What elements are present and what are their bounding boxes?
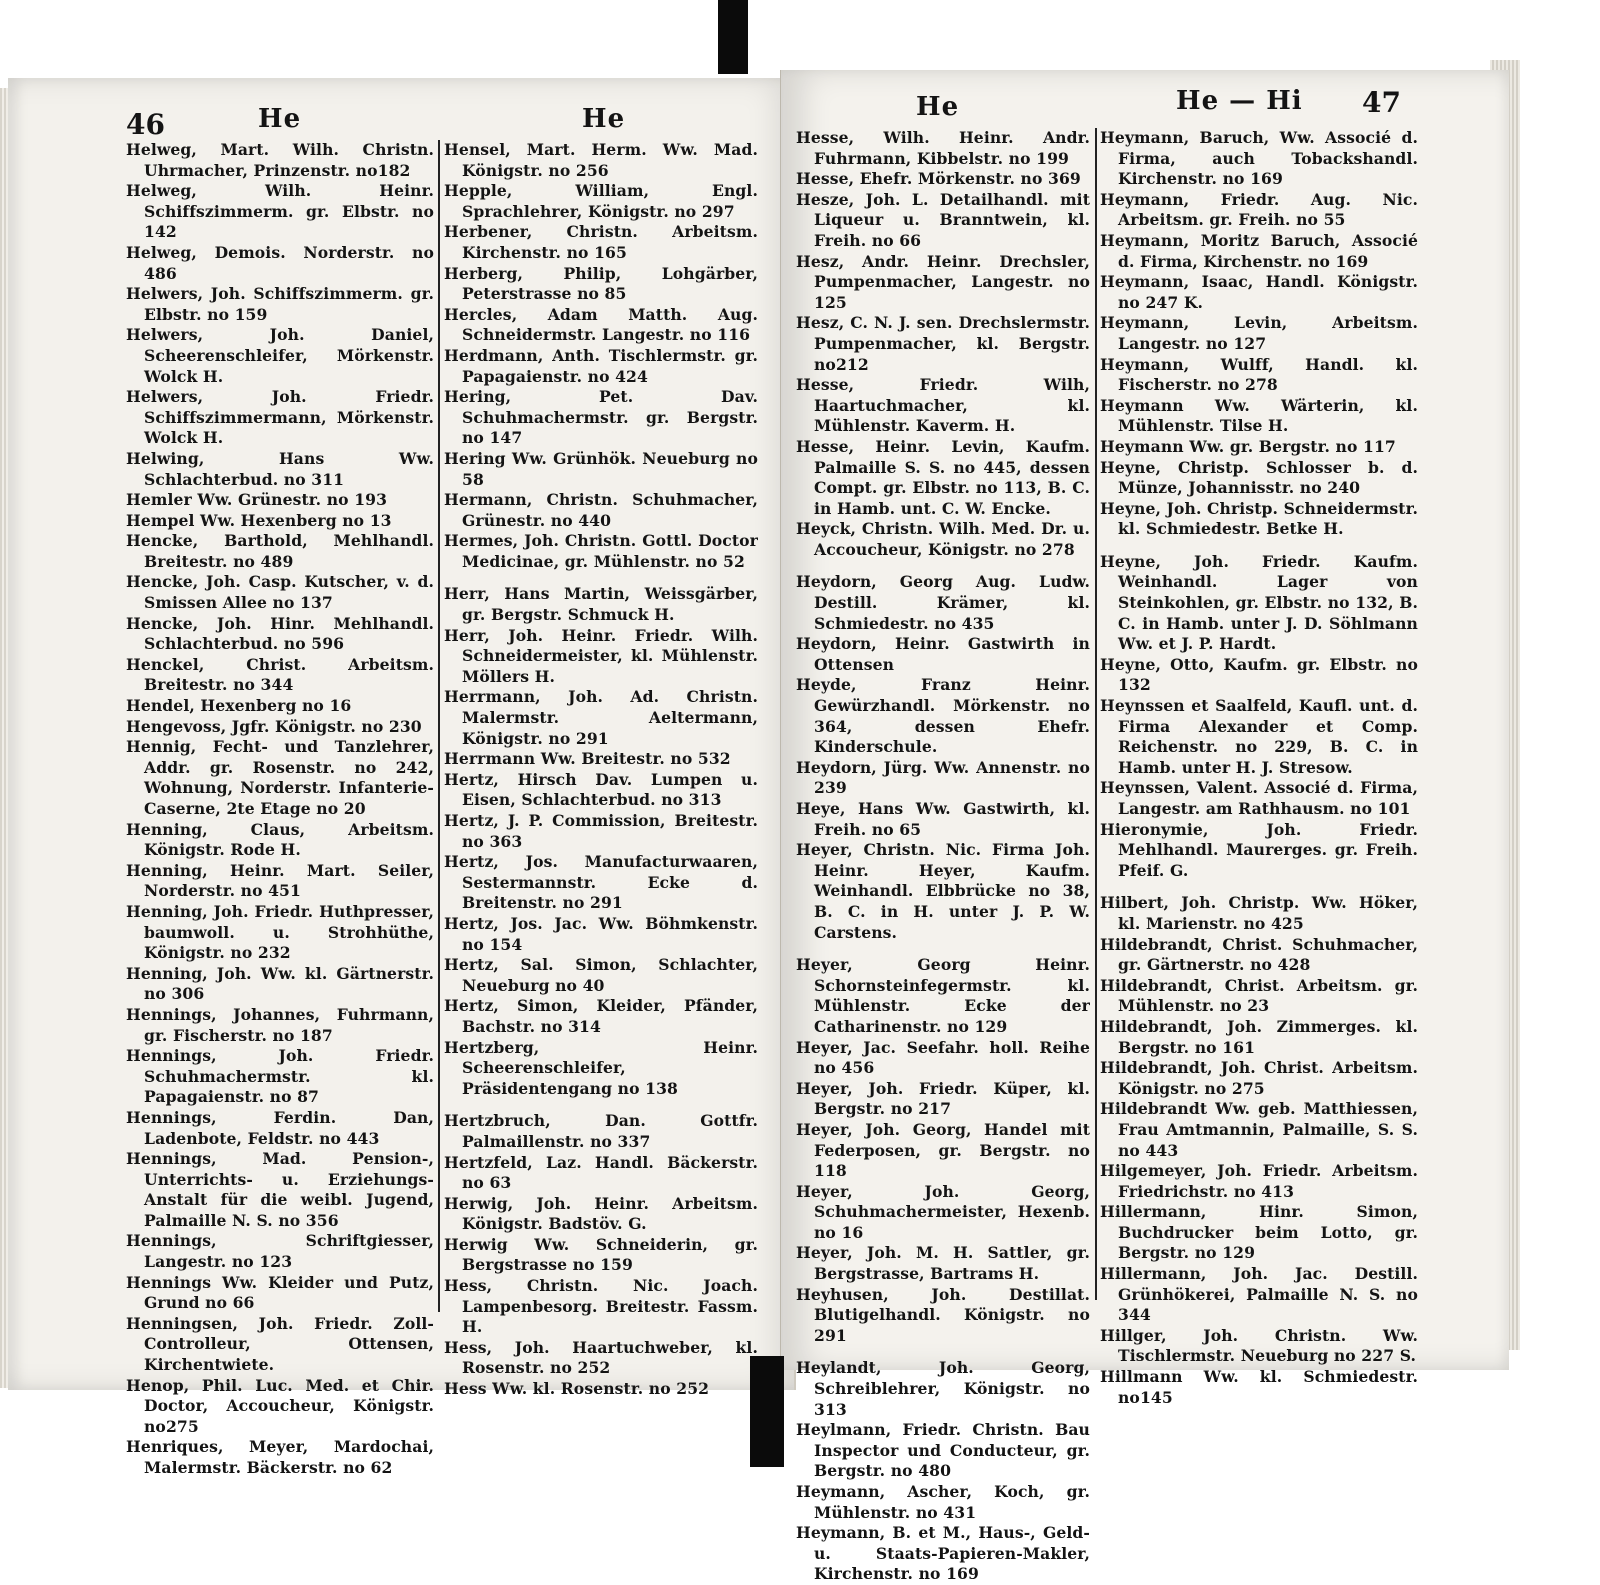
directory-entry: Henop, Phil. Luc. Med. et Chir. Doctor, Accoucheur, Königstr. no275 bbox=[126, 1375, 434, 1436]
directory-entry: Herrmann, Joh. Ad. Christn. Malermstr. Aeltermann, Königstr. no 291 bbox=[444, 687, 758, 748]
directory-entry: Hencke, Barthold, Mehlhandl. Breitestr. no 489 bbox=[126, 531, 434, 571]
directory-entry: Hertzfeld, Laz. Handl. Bäckerstr. no 63 bbox=[444, 1152, 758, 1193]
directory-entry: Herberg, Philip, Lohgärber, Peterstrasse no 85 bbox=[444, 263, 758, 304]
directory-entry: Henriques, Meyer, Mardochai, Malermstr. Bäckerstr. no 62 bbox=[126, 1437, 434, 1477]
directory-entry: Heymann, Moritz Baruch, Associé d. Firma, Kirchenstr. no 169 bbox=[1100, 230, 1418, 271]
directory-entry: Heyde, Franz Heinr. Gewürzhandl. Mörkenstr. no 364, dessen Ehefr. Kinderschule. bbox=[796, 675, 1090, 757]
directory-entry: Hess Ww. kl. Rosenstr. no 252 bbox=[444, 1379, 710, 1399]
directory-entry: Herrmann Ww. Breitestr. no 532 bbox=[444, 749, 731, 769]
directory-entry: Heyne, Christp. Schlosser b. d. Münze, Johannisstr. no 240 bbox=[1100, 457, 1418, 498]
directory-entry: Heyer, Georg Heinr. Schornsteinfegermstr. kl. Mühlenstr. Ecke der Catharinenstr. no 129 bbox=[796, 955, 1090, 1036]
directory-entry: Hertz, Jos. Manufacturwaaren, Sestermannstr. Ecke d. Breitenstr. no 291 bbox=[444, 852, 758, 913]
directory-entry: Heynssen, Valent. Associé d. Firma, Langestr. am Rathhausm. no 101 bbox=[1100, 778, 1418, 818]
directory-entry: Heyne, Otto, Kaufm. gr. Elbstr. no 132 bbox=[1100, 654, 1418, 695]
directory-entry: Hennings, Mad. Pension-, Unterrichts- u. Erziehungs-Anstalt für die weibl. Jugend, Palmaille N. S. no 356 bbox=[126, 1149, 434, 1230]
directory-entry: Heymann, Friedr. Aug. Nic. Arbeitsm. gr. Freih. no 55 bbox=[1100, 189, 1418, 230]
directory-entry: Hesse, Friedr. Wilh, Haartuchmacher, kl. Mühlenstr. Kaverm. H. bbox=[796, 375, 1090, 436]
directory-entry: Heyne, Joh. Christp. Schneidermstr. kl. Schmiedestr. Betke H. bbox=[1100, 498, 1418, 539]
directory-entry: Heyer, Christn. Nic. Firma Joh. Heinr. Heyer, Kaufm. Weinhandl. Elbbrücke no 38, B. C. in H. unter J. P. W. Carstens. bbox=[796, 840, 1090, 942]
directory-entry: Heymann, Baruch, Ww. Associé d. Firma, auch Tobackshandl. Kirchenstr. no 169 bbox=[1100, 128, 1418, 189]
right-running-head-2: He — Hi bbox=[1176, 86, 1303, 116]
directory-entry: Helweg, Mart. Wilh. Christn. Uhrmacher, Prinzenstr. no182 bbox=[126, 140, 434, 180]
directory-entry: Hillmann Ww. kl. Schmiedestr. no145 bbox=[1100, 1367, 1418, 1407]
directory-entry: Henning, Heinr. Mart. Seiler, Norderstr. no 451 bbox=[126, 860, 434, 901]
right-column-rule bbox=[1095, 128, 1097, 1300]
directory-entry: Heyer, Jac. Seefahr. holl. Reihe no 456 bbox=[796, 1037, 1090, 1078]
directory-entry: Hencke, Joh. Casp. Kutscher, v. d. Smissen Allee no 137 bbox=[126, 572, 434, 613]
directory-entry: Heymann Ww. gr. Bergstr. no 117 bbox=[1100, 436, 1396, 456]
directory-entry: Herdmann, Anth. Tischlermstr. gr. Papagaienstr. no 424 bbox=[444, 345, 758, 386]
right-page-number: 47 bbox=[1362, 86, 1401, 119]
directory-entry: Hempel Ww. Hexenberg no 13 bbox=[126, 510, 392, 530]
directory-entry: Hildebrandt Ww. geb. Matthiessen, Frau Amtmannin, Palmaille, S. S. no 443 bbox=[1100, 1099, 1418, 1160]
directory-entry: Heyhusen, Joh. Destillat. Blutigelhandl. Königstr. no 291 bbox=[796, 1284, 1090, 1345]
directory-entry: Helweg, Demois. Norderstr. no 486 bbox=[126, 242, 434, 283]
directory-entry: Hennings Ww. Kleider und Putz, Grund no 66 bbox=[126, 1272, 434, 1313]
directory-entry: Hilgemeyer, Joh. Friedr. Arbeitsm. Friedrichstr. no 413 bbox=[1100, 1161, 1418, 1201]
directory-entry: Heymann, Levin, Arbeitsm. Langestr. no 127 bbox=[1100, 313, 1418, 353]
directory-entry: Heylmann, Friedr. Christn. Bau Inspector und Conducteur, gr. Bergstr. no 480 bbox=[796, 1420, 1090, 1481]
directory-entry: Hillger, Joh. Christn. Ww. Tischlermstr. Neueburg no 227 S. bbox=[1100, 1325, 1418, 1366]
directory-entry: Hess, Joh. Haartuchweber, kl. Rosenstr. no 252 bbox=[444, 1337, 758, 1378]
directory-entry: Heye, Hans Ww. Gastwirth, kl. Freih. no 65 bbox=[796, 799, 1090, 839]
right-page-column-2 bbox=[1100, 128, 1418, 1408]
directory-entry: Hemler Ww. Grünestr. no 193 bbox=[126, 490, 388, 510]
directory-entry: Hertz, J. P. Commission, Breitestr. no 363 bbox=[444, 811, 758, 851]
directory-entry: Herbener, Christn. Arbeitsm. Kirchenstr. no 165 bbox=[444, 222, 758, 262]
directory-entry: Hildebrandt, Joh. Christ. Arbeitsm. Königstr. no 275 bbox=[1100, 1058, 1418, 1098]
directory-entry: Heymann, Isaac, Handl. Königstr. no 247 K. bbox=[1100, 272, 1418, 312]
directory-entry: Hillermann, Joh. Jac. Destill. Grünhökerei, Palmaille N. S. no 344 bbox=[1100, 1264, 1418, 1325]
left-page-column-2 bbox=[444, 140, 758, 1400]
directory-entry: Hildebrandt, Christ. Schuhmacher, gr. Gärtnerstr. no 428 bbox=[1100, 934, 1418, 975]
directory-entry: Henningsen, Joh. Friedr. Zoll-Controlleur, Ottensen, Kirchentwiete. bbox=[126, 1313, 434, 1375]
directory-entry: Hertz, Hirsch Dav. Lumpen u. Eisen, Schlachterbud. no 313 bbox=[444, 769, 758, 810]
directory-entry: Heyer, Joh. M. H. Sattler, gr. Bergstrasse, Bartrams H. bbox=[796, 1243, 1090, 1284]
directory-entry: Hesz, C. N. J. sen. Drechslermstr. Pumpenmacher, kl. Bergstr. no212 bbox=[796, 313, 1090, 374]
directory-entry: Hesz, Andr. Heinr. Drechsler, Pumpenmacher, Langestr. no 125 bbox=[796, 251, 1090, 312]
directory-entry: Hennings, Joh. Friedr. Schuhmachermstr. kl. Papagaienstr. no 87 bbox=[126, 1046, 434, 1107]
directory-entry: Hieronymie, Joh. Friedr. Mehlhandl. Maurerges. gr. Freih. Pfeif. G. bbox=[1100, 819, 1418, 880]
right-page-column-1 bbox=[796, 128, 1090, 1585]
directory-entry: Hildebrandt, Christ. Arbeitsm. gr. Mühlenstr. no 23 bbox=[1100, 975, 1418, 1016]
directory-entry: Hesse, Wilh. Heinr. Andr. Fuhrmann, Kibbelstr. no 199 bbox=[796, 128, 1090, 168]
directory-entry: Heynssen et Saalfeld, Kaufl. unt. d. Firma Alexander et Comp. Reichenstr. no 229, B. C. in Hamb. unter H. J. Stresow. bbox=[1100, 696, 1418, 777]
directory-entry: Hermes, Joh. Christn. Gottl. Doctor Medicinae, gr. Mühlenstr. no 52 bbox=[444, 531, 758, 571]
directory-entry: Hennings, Schriftgiesser, Langestr. no 123 bbox=[126, 1231, 434, 1272]
directory-entry: Hercles, Adam Matth. Aug. Schneidermstr. Langestr. no 116 bbox=[444, 304, 758, 345]
directory-entry: Henckel, Christ. Arbeitsm. Breitestr. no 344 bbox=[126, 654, 434, 695]
directory-entry: Hesse, Heinr. Levin, Kaufm. Palmaille S. S. no 445, dessen Compt. gr. Elbstr. no 113, B. C. in Hamb. unt. C. W. Encke. bbox=[796, 436, 1090, 518]
directory-entry: Heydorn, Heinr. Gastwirth in Ottensen bbox=[796, 634, 1090, 674]
directory-entry: Heylandt, Joh. Georg, Schreiblehrer, Königstr. no 313 bbox=[796, 1358, 1090, 1419]
binding-clip-top bbox=[718, 0, 748, 74]
directory-entry: Hertzberg, Heinr. Scheerenschleifer, Präsidentengang no 138 bbox=[444, 1037, 758, 1098]
directory-entry: Heyer, Joh. Georg, Handel mit Federposen, gr. Bergstr. no 118 bbox=[796, 1119, 1090, 1181]
directory-entry: Helwers, Joh. Schiffszimmerm. gr. Elbstr. no 159 bbox=[126, 284, 434, 324]
directory-entry: Hesse, Ehefr. Mörkenstr. no 369 bbox=[796, 169, 1081, 189]
directory-entry: Helwing, Hans Ww. Schlachterbud. no 311 bbox=[126, 448, 434, 489]
directory-entry: Heyne, Joh. Friedr. Kaufm. Weinhandl. Lager von Steinkohlen, gr. Elbstr. no 132, B. C. in Hamb. unter J. D. Söhlmann Ww. et J. P. Hardt. bbox=[1100, 551, 1418, 654]
directory-entry: Hertz, Jos. Jac. Ww. Böhmkenstr. no 154 bbox=[444, 913, 758, 954]
directory-entry: Hermann, Christn. Schuhmacher, Grünestr. no 440 bbox=[444, 490, 758, 530]
directory-entry: Herr, Joh. Heinr. Friedr. Wilh. Schneidermeister, kl. Mühlenstr. Möllers H. bbox=[444, 625, 758, 686]
left-page-column-1 bbox=[126, 140, 434, 1479]
directory-entry: Hennig, Fecht- und Tanzlehrer, Addr. gr. Rosenstr. no 242, Wohnung, Norderstr. Infanterie-Caserne, 2te Etage no 20 bbox=[126, 737, 434, 818]
directory-entry: Hengevoss, Jgfr. Königstr. no 230 bbox=[126, 716, 422, 736]
left-running-head-2: He bbox=[582, 104, 626, 134]
left-page-number: 46 bbox=[126, 108, 165, 141]
directory-entry: Herwig Ww. Schneiderin, gr. Bergstrasse no 159 bbox=[444, 1234, 758, 1275]
directory-entry: Heyer, Joh. Friedr. Küper, kl. Bergstr. no 217 bbox=[796, 1078, 1090, 1119]
directory-entry: Hillermann, Hinr. Simon, Buchdrucker beim Lotto, gr. Bergstr. no 129 bbox=[1100, 1202, 1418, 1263]
directory-entry: Hertz, Simon, Kleider, Pfänder, Bachstr. no 314 bbox=[444, 996, 758, 1036]
directory-entry: Heymann, B. et M., Haus-, Geld- u. Staats-Papieren-Makler, Kirchenstr. no 169 bbox=[796, 1523, 1090, 1584]
directory-entry: Hennings, Johannes, Fuhrmann, gr. Fischerstr. no 187 bbox=[126, 1004, 434, 1045]
directory-entry: Hilbert, Joh. Christp. Ww. Höker, kl. Marienstr. no 425 bbox=[1100, 893, 1418, 933]
directory-entry: Helwers, Joh. Friedr. Schiffszimmermann, Mörkenstr. Wolck H. bbox=[126, 387, 434, 448]
directory-entry: Herwig, Joh. Heinr. Arbeitsm. Königstr. Badstöv. G. bbox=[444, 1193, 758, 1234]
directory-entry: Hennings, Ferdin. Dan, Ladenbote, Feldstr. no 443 bbox=[126, 1107, 434, 1148]
directory-entry: Hepple, William, Engl. Sprachlehrer, Königstr. no 297 bbox=[444, 181, 758, 221]
directory-entry: Hertzbruch, Dan. Gottfr. Palmaillenstr. no 337 bbox=[444, 1111, 758, 1151]
directory-entry: Hildebrandt, Joh. Zimmerges. kl. Bergstr. no 161 bbox=[1100, 1016, 1418, 1057]
right-running-head-1: He bbox=[916, 92, 960, 122]
directory-entry: Henning, Joh. Friedr. Huthpresser, baumwoll. u. Strohhüthe, Königstr. no 232 bbox=[126, 901, 434, 963]
directory-entry: Henning, Joh. Ww. kl. Gärtnerstr. no 306 bbox=[126, 963, 434, 1004]
directory-entry: Heydorn, Jürg. Ww. Annenstr. no 239 bbox=[796, 757, 1090, 798]
directory-entry: Hendel, Hexenberg no 16 bbox=[126, 696, 352, 716]
directory-entry: Heymann Ww. Wärterin, kl. Mühlenstr. Tilse H. bbox=[1100, 395, 1418, 436]
left-running-head-1: He bbox=[258, 104, 302, 134]
directory-entry: Hering, Pet. Dav. Schuhmachermstr. gr. Bergstr. no 147 bbox=[444, 387, 758, 448]
directory-entry: Hering Ww. Grünhök. Neueburg no 58 bbox=[444, 448, 758, 489]
directory-entry: Heyck, Christn. Wilh. Med. Dr. u. Accoucheur, Königstr. no 278 bbox=[796, 519, 1090, 559]
directory-entry: Hencke, Joh. Hinr. Mehlhandl. Schlachterbud. no 596 bbox=[126, 613, 434, 654]
directory-entry: Hesze, Joh. L. Detailhandl. mit Liqueur u. Branntwein, kl. Freih. no 66 bbox=[796, 189, 1090, 250]
directory-entry: Heyer, Joh. Georg, Schuhmachermeister, Hexenb. no 16 bbox=[796, 1181, 1090, 1242]
directory-entry: Helweg, Wilh. Heinr. Schiffszimmerm. gr. Elbstr. no 142 bbox=[126, 181, 434, 242]
directory-entry: Heydorn, Georg Aug. Ludw. Destill. Krämer, kl. Schmiedestr. no 435 bbox=[796, 572, 1090, 633]
directory-entry: Henning, Claus, Arbeitsm. Königstr. Rode H. bbox=[126, 819, 434, 860]
directory-entry: Heymann, Wulff, Handl. kl. Fischerstr. no 278 bbox=[1100, 354, 1418, 395]
directory-entry: Heymann, Ascher, Koch, gr. Mühlenstr. no 431 bbox=[796, 1482, 1090, 1522]
directory-entry: Herr, Hans Martin, Weissgärber, gr. Bergstr. Schmuck H. bbox=[444, 584, 758, 625]
left-column-rule bbox=[438, 140, 440, 1312]
directory-entry: Hess, Christn. Nic. Joach. Lampenbesorg. Breitestr. Fassm. H. bbox=[444, 1276, 758, 1337]
directory-entry: Hensel, Mart. Herm. Ww. Mad. Königstr. no 256 bbox=[444, 140, 758, 180]
directory-entry: Helwers, Joh. Daniel, Scheerenschleifer, Mörkenstr. Wolck H. bbox=[126, 325, 434, 386]
directory-entry: Hertz, Sal. Simon, Schlachter, Neueburg no 40 bbox=[444, 955, 758, 995]
